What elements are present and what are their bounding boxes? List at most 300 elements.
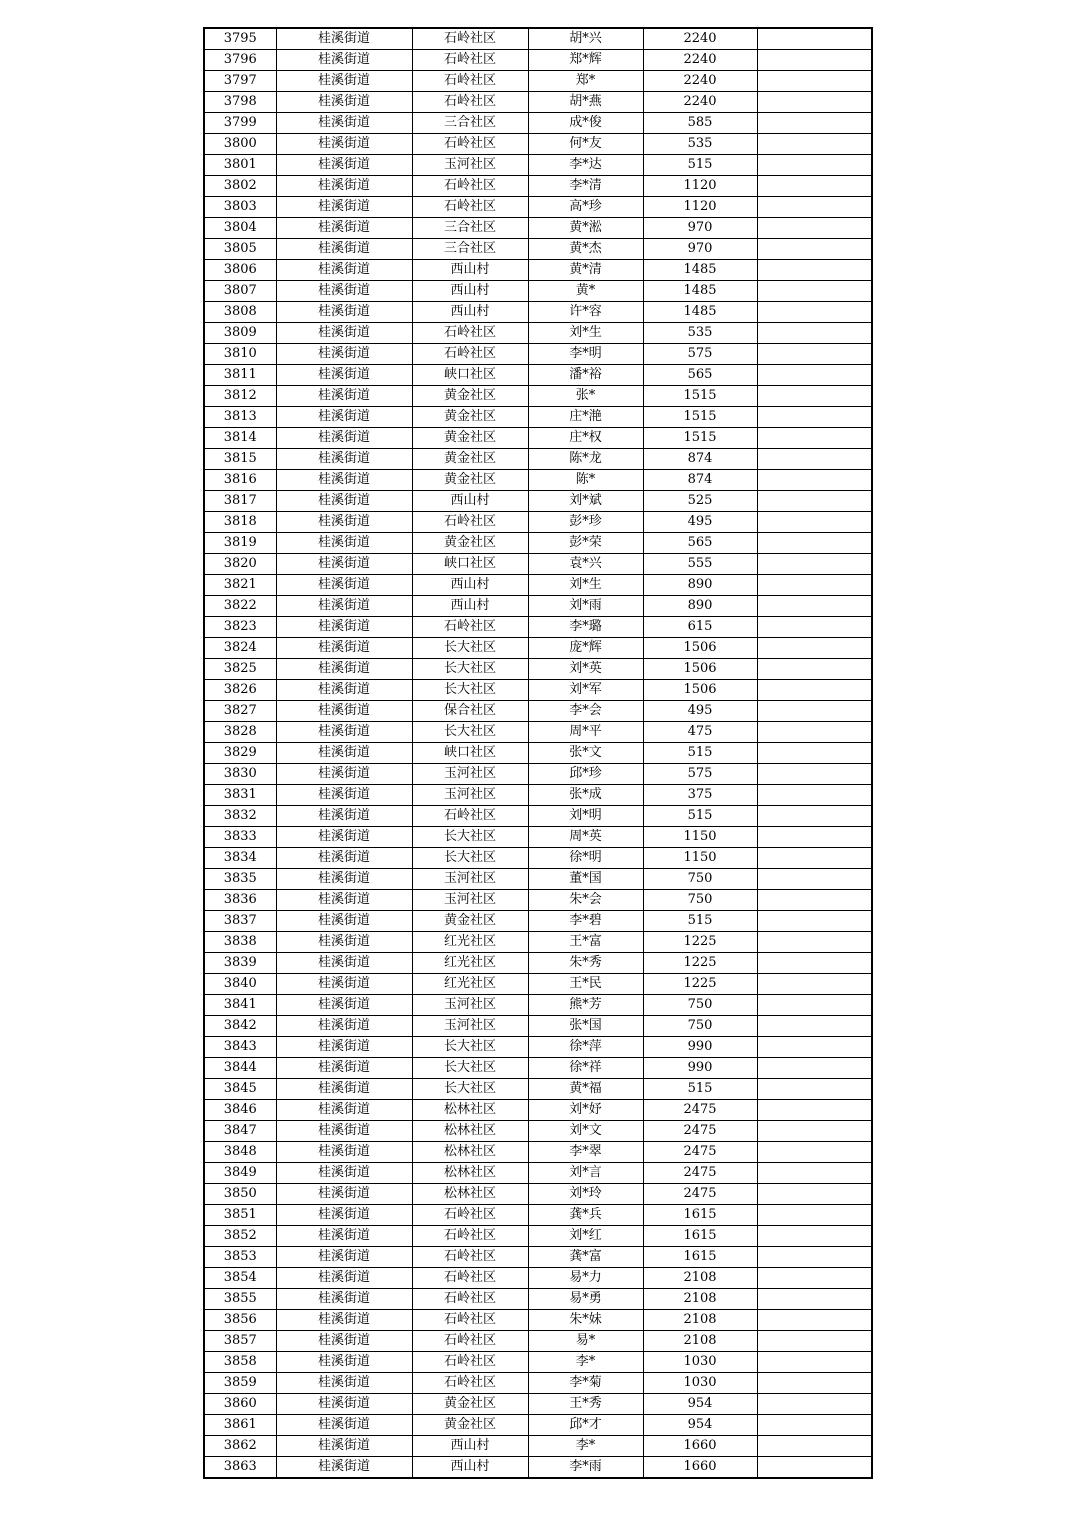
community-cell: 石岭社区 [412, 1247, 528, 1268]
amount-cell: 1615 [643, 1247, 757, 1268]
table-row [204, 1184, 872, 1205]
name-cell: 王*秀 [528, 1394, 643, 1415]
table-row [204, 1016, 872, 1037]
table-body [204, 28, 872, 1478]
amount-cell: 1225 [643, 974, 757, 995]
community-cell: 玉河社区 [412, 785, 528, 806]
note-cell [757, 659, 872, 680]
name-cell: 高*珍 [528, 197, 643, 218]
row-number-cell: 3835 [204, 869, 276, 890]
row-number-cell: 3822 [204, 596, 276, 617]
community-cell: 玉河社区 [412, 764, 528, 785]
community-cell: 松林社区 [412, 1163, 528, 1184]
community-cell: 三合社区 [412, 113, 528, 134]
amount-cell: 1615 [643, 1205, 757, 1226]
amount-cell: 555 [643, 554, 757, 575]
street-cell: 桂溪街道 [276, 596, 412, 617]
street-cell: 桂溪街道 [276, 28, 412, 50]
name-cell: 黄*清 [528, 260, 643, 281]
row-number-cell: 3809 [204, 323, 276, 344]
name-cell: 黄*淞 [528, 218, 643, 239]
community-cell: 玉河社区 [412, 155, 528, 176]
amount-cell: 2475 [643, 1163, 757, 1184]
street-cell: 桂溪街道 [276, 134, 412, 155]
community-cell: 石岭社区 [412, 176, 528, 197]
note-cell [757, 1373, 872, 1394]
community-cell: 长大社区 [412, 1058, 528, 1079]
note-cell [757, 1079, 872, 1100]
row-number-cell: 3820 [204, 554, 276, 575]
note-cell [757, 533, 872, 554]
table-row [204, 869, 872, 890]
amount-cell: 1660 [643, 1436, 757, 1457]
community-cell: 石岭社区 [412, 71, 528, 92]
street-cell: 桂溪街道 [276, 1331, 412, 1352]
community-cell: 黄金社区 [412, 386, 528, 407]
table-row [204, 806, 872, 827]
row-number-cell: 3828 [204, 722, 276, 743]
name-cell: 刘*斌 [528, 491, 643, 512]
community-cell: 石岭社区 [412, 512, 528, 533]
name-cell: 刘*妤 [528, 1100, 643, 1121]
table-row [204, 260, 872, 281]
row-number-cell: 3861 [204, 1415, 276, 1436]
community-cell: 松林社区 [412, 1184, 528, 1205]
table-row [204, 218, 872, 239]
amount-cell: 874 [643, 470, 757, 491]
table-row [204, 71, 872, 92]
table-row [204, 1226, 872, 1247]
row-number-cell: 3817 [204, 491, 276, 512]
street-cell: 桂溪街道 [276, 1457, 412, 1479]
street-cell: 桂溪街道 [276, 1289, 412, 1310]
amount-cell: 495 [643, 512, 757, 533]
table-row [204, 386, 872, 407]
community-cell: 西山村 [412, 302, 528, 323]
table-row [204, 1310, 872, 1331]
row-number-cell: 3800 [204, 134, 276, 155]
amount-cell: 2475 [643, 1100, 757, 1121]
table-row [204, 470, 872, 491]
note-cell [757, 1184, 872, 1205]
name-cell: 何*友 [528, 134, 643, 155]
row-number-cell: 3821 [204, 575, 276, 596]
amount-cell: 2240 [643, 92, 757, 113]
note-cell [757, 512, 872, 533]
note-cell [757, 575, 872, 596]
community-cell: 黄金社区 [412, 1415, 528, 1436]
amount-cell: 1615 [643, 1226, 757, 1247]
name-cell: 许*容 [528, 302, 643, 323]
community-cell: 西山村 [412, 1436, 528, 1457]
amount-cell: 874 [643, 449, 757, 470]
table-row [204, 848, 872, 869]
row-number-cell: 3796 [204, 50, 276, 71]
note-cell [757, 1331, 872, 1352]
amount-cell: 1120 [643, 197, 757, 218]
table-row [204, 50, 872, 71]
table-row [204, 659, 872, 680]
name-cell: 潘*裕 [528, 365, 643, 386]
community-cell: 长大社区 [412, 638, 528, 659]
amount-cell: 565 [643, 365, 757, 386]
table-row [204, 1058, 872, 1079]
table-row [204, 890, 872, 911]
row-number-cell: 3824 [204, 638, 276, 659]
community-cell: 石岭社区 [412, 806, 528, 827]
note-cell [757, 50, 872, 71]
table-row [204, 1121, 872, 1142]
table-row [204, 491, 872, 512]
amount-cell: 575 [643, 344, 757, 365]
street-cell: 桂溪街道 [276, 197, 412, 218]
amount-cell: 515 [643, 155, 757, 176]
amount-cell: 535 [643, 134, 757, 155]
street-cell: 桂溪街道 [276, 344, 412, 365]
name-cell: 刘*言 [528, 1163, 643, 1184]
table-row [204, 1079, 872, 1100]
amount-cell: 890 [643, 575, 757, 596]
street-cell: 桂溪街道 [276, 638, 412, 659]
name-cell: 刘*文 [528, 1121, 643, 1142]
community-cell: 石岭社区 [412, 92, 528, 113]
table-row [204, 155, 872, 176]
street-cell: 桂溪街道 [276, 449, 412, 470]
name-cell: 易*勇 [528, 1289, 643, 1310]
table-row [204, 764, 872, 785]
row-number-cell: 3857 [204, 1331, 276, 1352]
row-number-cell: 3802 [204, 176, 276, 197]
row-number-cell: 3860 [204, 1394, 276, 1415]
name-cell: 徐*明 [528, 848, 643, 869]
table-row [204, 28, 872, 50]
note-cell [757, 596, 872, 617]
amount-cell: 1515 [643, 428, 757, 449]
note-cell [757, 995, 872, 1016]
name-cell: 邱*才 [528, 1415, 643, 1436]
amount-cell: 1120 [643, 176, 757, 197]
amount-cell: 585 [643, 113, 757, 134]
name-cell: 周*平 [528, 722, 643, 743]
row-number-cell: 3853 [204, 1247, 276, 1268]
name-cell: 郑* [528, 71, 643, 92]
row-number-cell: 3814 [204, 428, 276, 449]
name-cell: 成*俊 [528, 113, 643, 134]
amount-cell: 1485 [643, 281, 757, 302]
row-number-cell: 3863 [204, 1457, 276, 1479]
amount-cell: 2475 [643, 1142, 757, 1163]
street-cell: 桂溪街道 [276, 869, 412, 890]
note-cell [757, 1268, 872, 1289]
community-cell: 石岭社区 [412, 1205, 528, 1226]
community-cell: 红光社区 [412, 953, 528, 974]
community-cell: 长大社区 [412, 1037, 528, 1058]
row-number-cell: 3848 [204, 1142, 276, 1163]
community-cell: 黄金社区 [412, 428, 528, 449]
row-number-cell: 3858 [204, 1352, 276, 1373]
street-cell: 桂溪街道 [276, 701, 412, 722]
row-number-cell: 3823 [204, 617, 276, 638]
street-cell: 桂溪街道 [276, 1163, 412, 1184]
row-number-cell: 3852 [204, 1226, 276, 1247]
row-number-cell: 3831 [204, 785, 276, 806]
row-number-cell: 3847 [204, 1121, 276, 1142]
table-row [204, 1331, 872, 1352]
community-cell: 长大社区 [412, 722, 528, 743]
street-cell: 桂溪街道 [276, 533, 412, 554]
table-row [204, 134, 872, 155]
row-number-cell: 3804 [204, 218, 276, 239]
name-cell: 胡*燕 [528, 92, 643, 113]
community-cell: 石岭社区 [412, 617, 528, 638]
row-number-cell: 3855 [204, 1289, 276, 1310]
row-number-cell: 3836 [204, 890, 276, 911]
community-cell: 松林社区 [412, 1121, 528, 1142]
row-number-cell: 3837 [204, 911, 276, 932]
row-number-cell: 3833 [204, 827, 276, 848]
amount-cell: 475 [643, 722, 757, 743]
table-row [204, 638, 872, 659]
table-row [204, 785, 872, 806]
row-number-cell: 3851 [204, 1205, 276, 1226]
row-number-cell: 3841 [204, 995, 276, 1016]
community-cell: 峡口社区 [412, 743, 528, 764]
community-cell: 黄金社区 [412, 407, 528, 428]
table-row [204, 1457, 872, 1479]
name-cell: 李* [528, 1352, 643, 1373]
note-cell [757, 617, 872, 638]
note-cell [757, 1247, 872, 1268]
name-cell: 庄*权 [528, 428, 643, 449]
street-cell: 桂溪街道 [276, 260, 412, 281]
note-cell [757, 428, 872, 449]
note-cell [757, 491, 872, 512]
name-cell: 刘*红 [528, 1226, 643, 1247]
row-number-cell: 3795 [204, 28, 276, 50]
name-cell: 徐*祥 [528, 1058, 643, 1079]
table-row [204, 554, 872, 575]
community-cell: 西山村 [412, 596, 528, 617]
street-cell: 桂溪街道 [276, 71, 412, 92]
community-cell: 石岭社区 [412, 1331, 528, 1352]
row-number-cell: 3798 [204, 92, 276, 113]
table-row [204, 827, 872, 848]
note-cell [757, 92, 872, 113]
row-number-cell: 3856 [204, 1310, 276, 1331]
table-row [204, 1436, 872, 1457]
street-cell: 桂溪街道 [276, 218, 412, 239]
note-cell [757, 197, 872, 218]
name-cell: 刘*生 [528, 575, 643, 596]
row-number-cell: 3826 [204, 680, 276, 701]
note-cell [757, 71, 872, 92]
amount-cell: 2108 [643, 1268, 757, 1289]
community-cell: 长大社区 [412, 659, 528, 680]
amount-cell: 2240 [643, 50, 757, 71]
row-number-cell: 3808 [204, 302, 276, 323]
community-cell: 黄金社区 [412, 449, 528, 470]
name-cell: 黄*福 [528, 1079, 643, 1100]
community-cell: 石岭社区 [412, 1226, 528, 1247]
note-cell [757, 785, 872, 806]
name-cell: 张*成 [528, 785, 643, 806]
table-row [204, 197, 872, 218]
row-number-cell: 3859 [204, 1373, 276, 1394]
amount-cell: 970 [643, 218, 757, 239]
table-row [204, 1394, 872, 1415]
street-cell: 桂溪街道 [276, 512, 412, 533]
name-cell: 胡*兴 [528, 28, 643, 50]
name-cell: 朱*会 [528, 890, 643, 911]
table-row [204, 1415, 872, 1436]
name-cell: 李* [528, 1436, 643, 1457]
table-row [204, 1100, 872, 1121]
amount-cell: 495 [643, 701, 757, 722]
street-cell: 桂溪街道 [276, 680, 412, 701]
note-cell [757, 323, 872, 344]
street-cell: 桂溪街道 [276, 848, 412, 869]
table-row [204, 1247, 872, 1268]
table-row [204, 92, 872, 113]
community-cell: 黄金社区 [412, 470, 528, 491]
table-row [204, 995, 872, 1016]
name-cell: 徐*萍 [528, 1037, 643, 1058]
note-cell [757, 1352, 872, 1373]
community-cell: 石岭社区 [412, 1310, 528, 1331]
amount-cell: 2108 [643, 1289, 757, 1310]
amount-cell: 1515 [643, 407, 757, 428]
street-cell: 桂溪街道 [276, 1394, 412, 1415]
name-cell: 张* [528, 386, 643, 407]
name-cell: 朱*秀 [528, 953, 643, 974]
amount-cell: 1030 [643, 1373, 757, 1394]
name-cell: 庞*辉 [528, 638, 643, 659]
table-row [204, 512, 872, 533]
community-cell: 玉河社区 [412, 995, 528, 1016]
note-cell [757, 848, 872, 869]
street-cell: 桂溪街道 [276, 1100, 412, 1121]
row-number-cell: 3825 [204, 659, 276, 680]
name-cell: 王*富 [528, 932, 643, 953]
table-row [204, 281, 872, 302]
name-cell: 邱*珍 [528, 764, 643, 785]
table-row [204, 1163, 872, 1184]
community-cell: 石岭社区 [412, 134, 528, 155]
note-cell [757, 344, 872, 365]
name-cell: 郑*辉 [528, 50, 643, 71]
note-cell [757, 701, 872, 722]
row-number-cell: 3843 [204, 1037, 276, 1058]
amount-cell: 2240 [643, 28, 757, 50]
name-cell: 黄* [528, 281, 643, 302]
amount-cell: 1506 [643, 680, 757, 701]
row-number-cell: 3827 [204, 701, 276, 722]
amount-cell: 1515 [643, 386, 757, 407]
community-cell: 西山村 [412, 491, 528, 512]
community-cell: 石岭社区 [412, 1352, 528, 1373]
table-row [204, 575, 872, 596]
community-cell: 峡口社区 [412, 554, 528, 575]
table-row [204, 1268, 872, 1289]
row-number-cell: 3862 [204, 1436, 276, 1457]
community-cell: 西山村 [412, 1457, 528, 1479]
name-cell: 王*民 [528, 974, 643, 995]
amount-cell: 890 [643, 596, 757, 617]
note-cell [757, 638, 872, 659]
street-cell: 桂溪街道 [276, 1436, 412, 1457]
note-cell [757, 239, 872, 260]
name-cell: 刘*明 [528, 806, 643, 827]
note-cell [757, 953, 872, 974]
community-cell: 玉河社区 [412, 890, 528, 911]
name-cell: 李*明 [528, 344, 643, 365]
note-cell [757, 134, 872, 155]
street-cell: 桂溪街道 [276, 911, 412, 932]
table-row [204, 1142, 872, 1163]
amount-cell: 750 [643, 995, 757, 1016]
name-cell: 刘*雨 [528, 596, 643, 617]
amount-cell: 515 [643, 911, 757, 932]
name-cell: 熊*芳 [528, 995, 643, 1016]
amount-cell: 1225 [643, 932, 757, 953]
street-cell: 桂溪街道 [276, 1373, 412, 1394]
table-row [204, 1037, 872, 1058]
community-cell: 松林社区 [412, 1142, 528, 1163]
community-cell: 红光社区 [412, 974, 528, 995]
row-number-cell: 3816 [204, 470, 276, 491]
note-cell [757, 1415, 872, 1436]
table-row [204, 323, 872, 344]
amount-cell: 954 [643, 1415, 757, 1436]
street-cell: 桂溪街道 [276, 1079, 412, 1100]
table-row [204, 974, 872, 995]
amount-cell: 750 [643, 1016, 757, 1037]
row-number-cell: 3807 [204, 281, 276, 302]
name-cell: 李*菊 [528, 1373, 643, 1394]
table-row [204, 533, 872, 554]
row-number-cell: 3812 [204, 386, 276, 407]
table-row [204, 953, 872, 974]
note-cell [757, 932, 872, 953]
note-cell [757, 1121, 872, 1142]
note-cell [757, 302, 872, 323]
name-cell: 陈*龙 [528, 449, 643, 470]
name-cell: 龚*富 [528, 1247, 643, 1268]
street-cell: 桂溪街道 [276, 302, 412, 323]
note-cell [757, 1142, 872, 1163]
amount-cell: 2240 [643, 71, 757, 92]
community-cell: 长大社区 [412, 1079, 528, 1100]
community-cell: 黄金社区 [412, 911, 528, 932]
note-cell [757, 365, 872, 386]
amount-cell: 535 [643, 323, 757, 344]
table-row [204, 596, 872, 617]
street-cell: 桂溪街道 [276, 617, 412, 638]
street-cell: 桂溪街道 [276, 575, 412, 596]
name-cell: 陈* [528, 470, 643, 491]
name-cell: 彭*珍 [528, 512, 643, 533]
name-cell: 李*雨 [528, 1457, 643, 1479]
row-number-cell: 3839 [204, 953, 276, 974]
amount-cell: 515 [643, 743, 757, 764]
row-number-cell: 3813 [204, 407, 276, 428]
note-cell [757, 806, 872, 827]
community-cell: 三合社区 [412, 218, 528, 239]
community-cell: 石岭社区 [412, 344, 528, 365]
row-number-cell: 3815 [204, 449, 276, 470]
amount-cell: 1506 [643, 638, 757, 659]
street-cell: 桂溪街道 [276, 470, 412, 491]
